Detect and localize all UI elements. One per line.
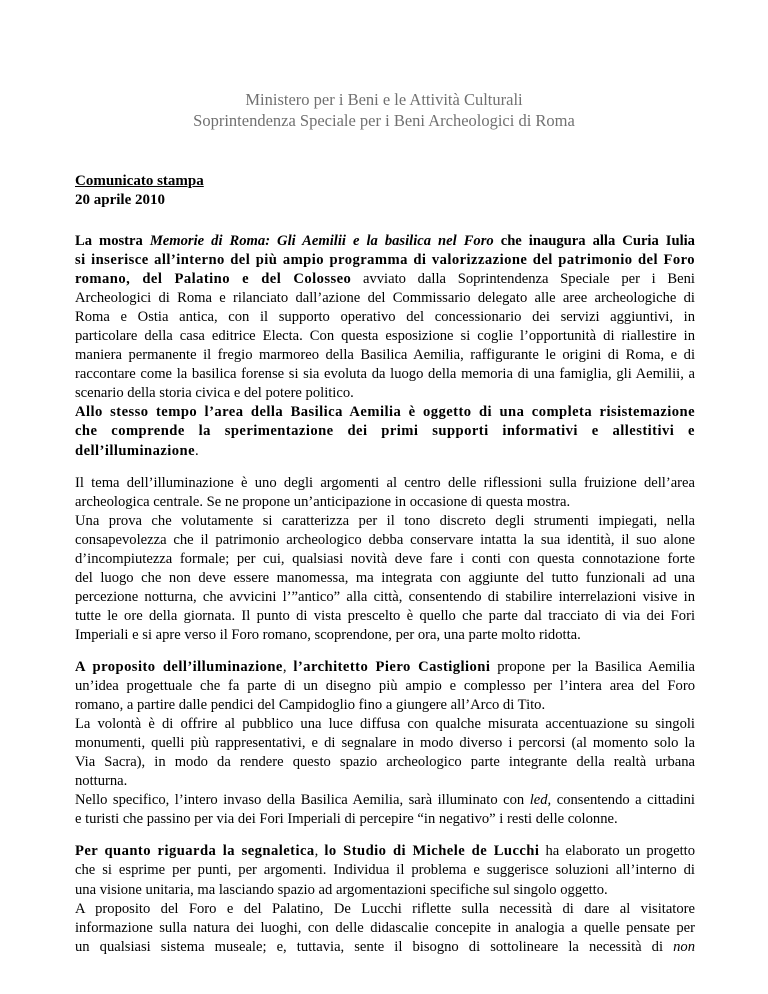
body-text: Nello specifico, l’intero invaso della Basilica Aemilia, sarà illuminato con <box>75 792 530 809</box>
text-line: e turisti che passino per via dei Fori Imperiali di percepire “in negativo” i resti delle colonne. <box>75 811 618 828</box>
body-text: propone per la Basilica Aemilia <box>490 658 695 675</box>
text-line <box>75 270 695 289</box>
text-line: particolare della casa editrice Electa. Con questa esposizione si coglie l’opportunità di riallestire in <box>75 328 695 345</box>
bold-text: che comprende la sperimentazione dei primi supporti informativi e allestitivi e <box>75 423 695 440</box>
text-line: La volontà è di offrire al pubblico una luce diffusa con qualche misurata accentuazione su singoli <box>75 716 695 733</box>
text-line: notturna. <box>75 773 128 790</box>
text-line: scenario della storia civica e del potere politico. <box>75 385 354 402</box>
bold-text: A proposito dell’illuminazione <box>75 658 283 675</box>
text-line <box>75 251 695 270</box>
body-text: , <box>314 843 325 860</box>
italic-text: led, <box>529 792 552 809</box>
text-line: Via Sacra), in modo da rendere questo spazio archeologico parte integrante della realtà urbana <box>75 754 695 771</box>
text-line <box>75 842 695 861</box>
paragraph-2 <box>75 474 695 645</box>
text-line: informazione sulla natura dei luoghi, con delle didascalie concepite in analogia a quelle pensate per <box>75 919 695 936</box>
text-line: d’incompiutezza formale; per cui, qualsiasi novità deve fare i conti con questa connotazione forte <box>75 550 695 567</box>
italic-text: non <box>673 938 695 955</box>
body-text: , <box>282 658 294 675</box>
body-text: avviato dalla Soprintendenza Speciale per i Beni <box>351 271 695 288</box>
press-release-date: 20 aprile 2010 <box>75 192 165 208</box>
text-line: Il tema dell’illuminazione è uno degli argomenti al centro delle riflessioni sulla fruizione dell’area <box>75 474 695 491</box>
bold-text: si inserisce all’interno del più ampio programma di valorizzazione del patrimonio del Foro <box>75 252 695 269</box>
bold-text: Per quanto riguarda la segnaletica <box>75 843 315 860</box>
text-line: tutte le ore della giornata. Il punto di vista prescelto è quello che parte dal tracciato di via dei Fori <box>75 607 695 624</box>
text-line <box>75 232 695 251</box>
text-line: del luogo che non deve essere manomessa, ma integrata con aggiunte del tutto funzionali ad una <box>75 569 695 586</box>
text-line <box>75 422 695 441</box>
bold-text: lo Studio di Michele de Lucchi <box>324 843 540 860</box>
text-line: che si esprime per punti, per argomenti. Individua il problema e suggerisce soluzioni all’interno di <box>75 862 695 879</box>
press-release-heading <box>75 172 204 210</box>
text-line: percezione notturna, che avvicini l’”antico” alla città, consentendo di stabilire interrelazioni visive in <box>75 588 695 605</box>
text-line: Imperiali e si apre verso il Foro romano, scoprendone, per ora, una parte molto ridotta. <box>75 626 581 643</box>
bold-text: l’architetto Piero Castiglioni <box>293 658 491 675</box>
paragraph-3 <box>75 658 695 829</box>
text-line <box>75 403 695 422</box>
exhibition-title: Memorie di Roma: Gli Aemilii e la basilica nel Foro <box>149 233 494 249</box>
document-body <box>75 232 695 970</box>
bold-text: che inaugura alla Curia Iulia <box>493 233 695 249</box>
body-text: consentendo a cittadini <box>551 792 695 809</box>
text-line <box>75 791 695 810</box>
superintendency-name: Soprintendenza Speciale per i Beni Archeologici di Roma <box>193 111 575 130</box>
press-release-label: Comunicato stampa <box>75 173 204 189</box>
text-line: un’idea progettuale che fa parte di un disegno più ampio e complesso per l’intera area del Foro <box>75 678 695 695</box>
paragraph-1 <box>75 232 695 461</box>
ministry-name: Ministero per i Beni e le Attività Culturali <box>245 90 523 109</box>
body-text: . <box>195 442 199 459</box>
text-line: una visione unitaria, ma lasciando spazio ad argomentazioni specifiche sul singolo oggetto. <box>75 881 608 898</box>
text-line: archeologica centrale. Se ne propone un’anticipazione in occasione di questa mostra. <box>75 493 571 510</box>
text-line: A proposito del Foro e del Palatino, De Lucchi riflette sulla necessità di dare al visitatore <box>75 900 695 917</box>
text-line: Roma e Ostia antica, con il supporto operativo del concessionario dei servizi aggiuntivi, in <box>75 309 695 326</box>
text-line: maniera permanente il fregio marmoreo della Basilica Aemilia, raffigurante le origini di Roma, e di <box>75 347 695 364</box>
text-line: consapevolezza che il patrimonio archeologico debba conservare intatta la sua identità, il suo alone <box>75 531 695 548</box>
paragraph-4 <box>75 842 695 956</box>
bold-text: Allo stesso tempo l’area della Basilica Aemilia è oggetto di una completa risistemazione <box>75 404 695 421</box>
text-line: Una prova che volutamente si caratterizza per il tono discreto degli strumenti impiegati, nella <box>75 512 695 529</box>
text-line <box>75 442 695 461</box>
bold-text: romano, del Palatino e del Colosseo <box>75 271 352 288</box>
text-line: romano, a partire dalle pendici del Campidoglio fino a giungere all’Arco di Tito. <box>75 697 546 714</box>
body-text: un qualsiasi sistema museale; e, tuttavia, sente il bisogno di sottolineare la necessità di <box>75 938 674 955</box>
letterhead <box>0 89 768 131</box>
body-text: ha elaborato un progetto <box>539 843 696 860</box>
text-line: monumenti, quelli più rappresentativi, e di segnalare in modo diverso i percorsi (al momento solo la <box>75 735 695 752</box>
text-line: raccontare come la basilica forense si sia evoluta da luogo della memoria di una famiglia, gli Aemilii, a <box>75 366 695 383</box>
text-line <box>75 658 695 677</box>
bold-text: La mostra <box>75 233 150 249</box>
text-line <box>75 938 695 957</box>
bold-text: dell’illuminazione <box>75 442 195 459</box>
text-line: Archeologici di Roma e rilanciato dall’azione del Commissario delegato alle aree archeologiche di <box>75 290 695 307</box>
